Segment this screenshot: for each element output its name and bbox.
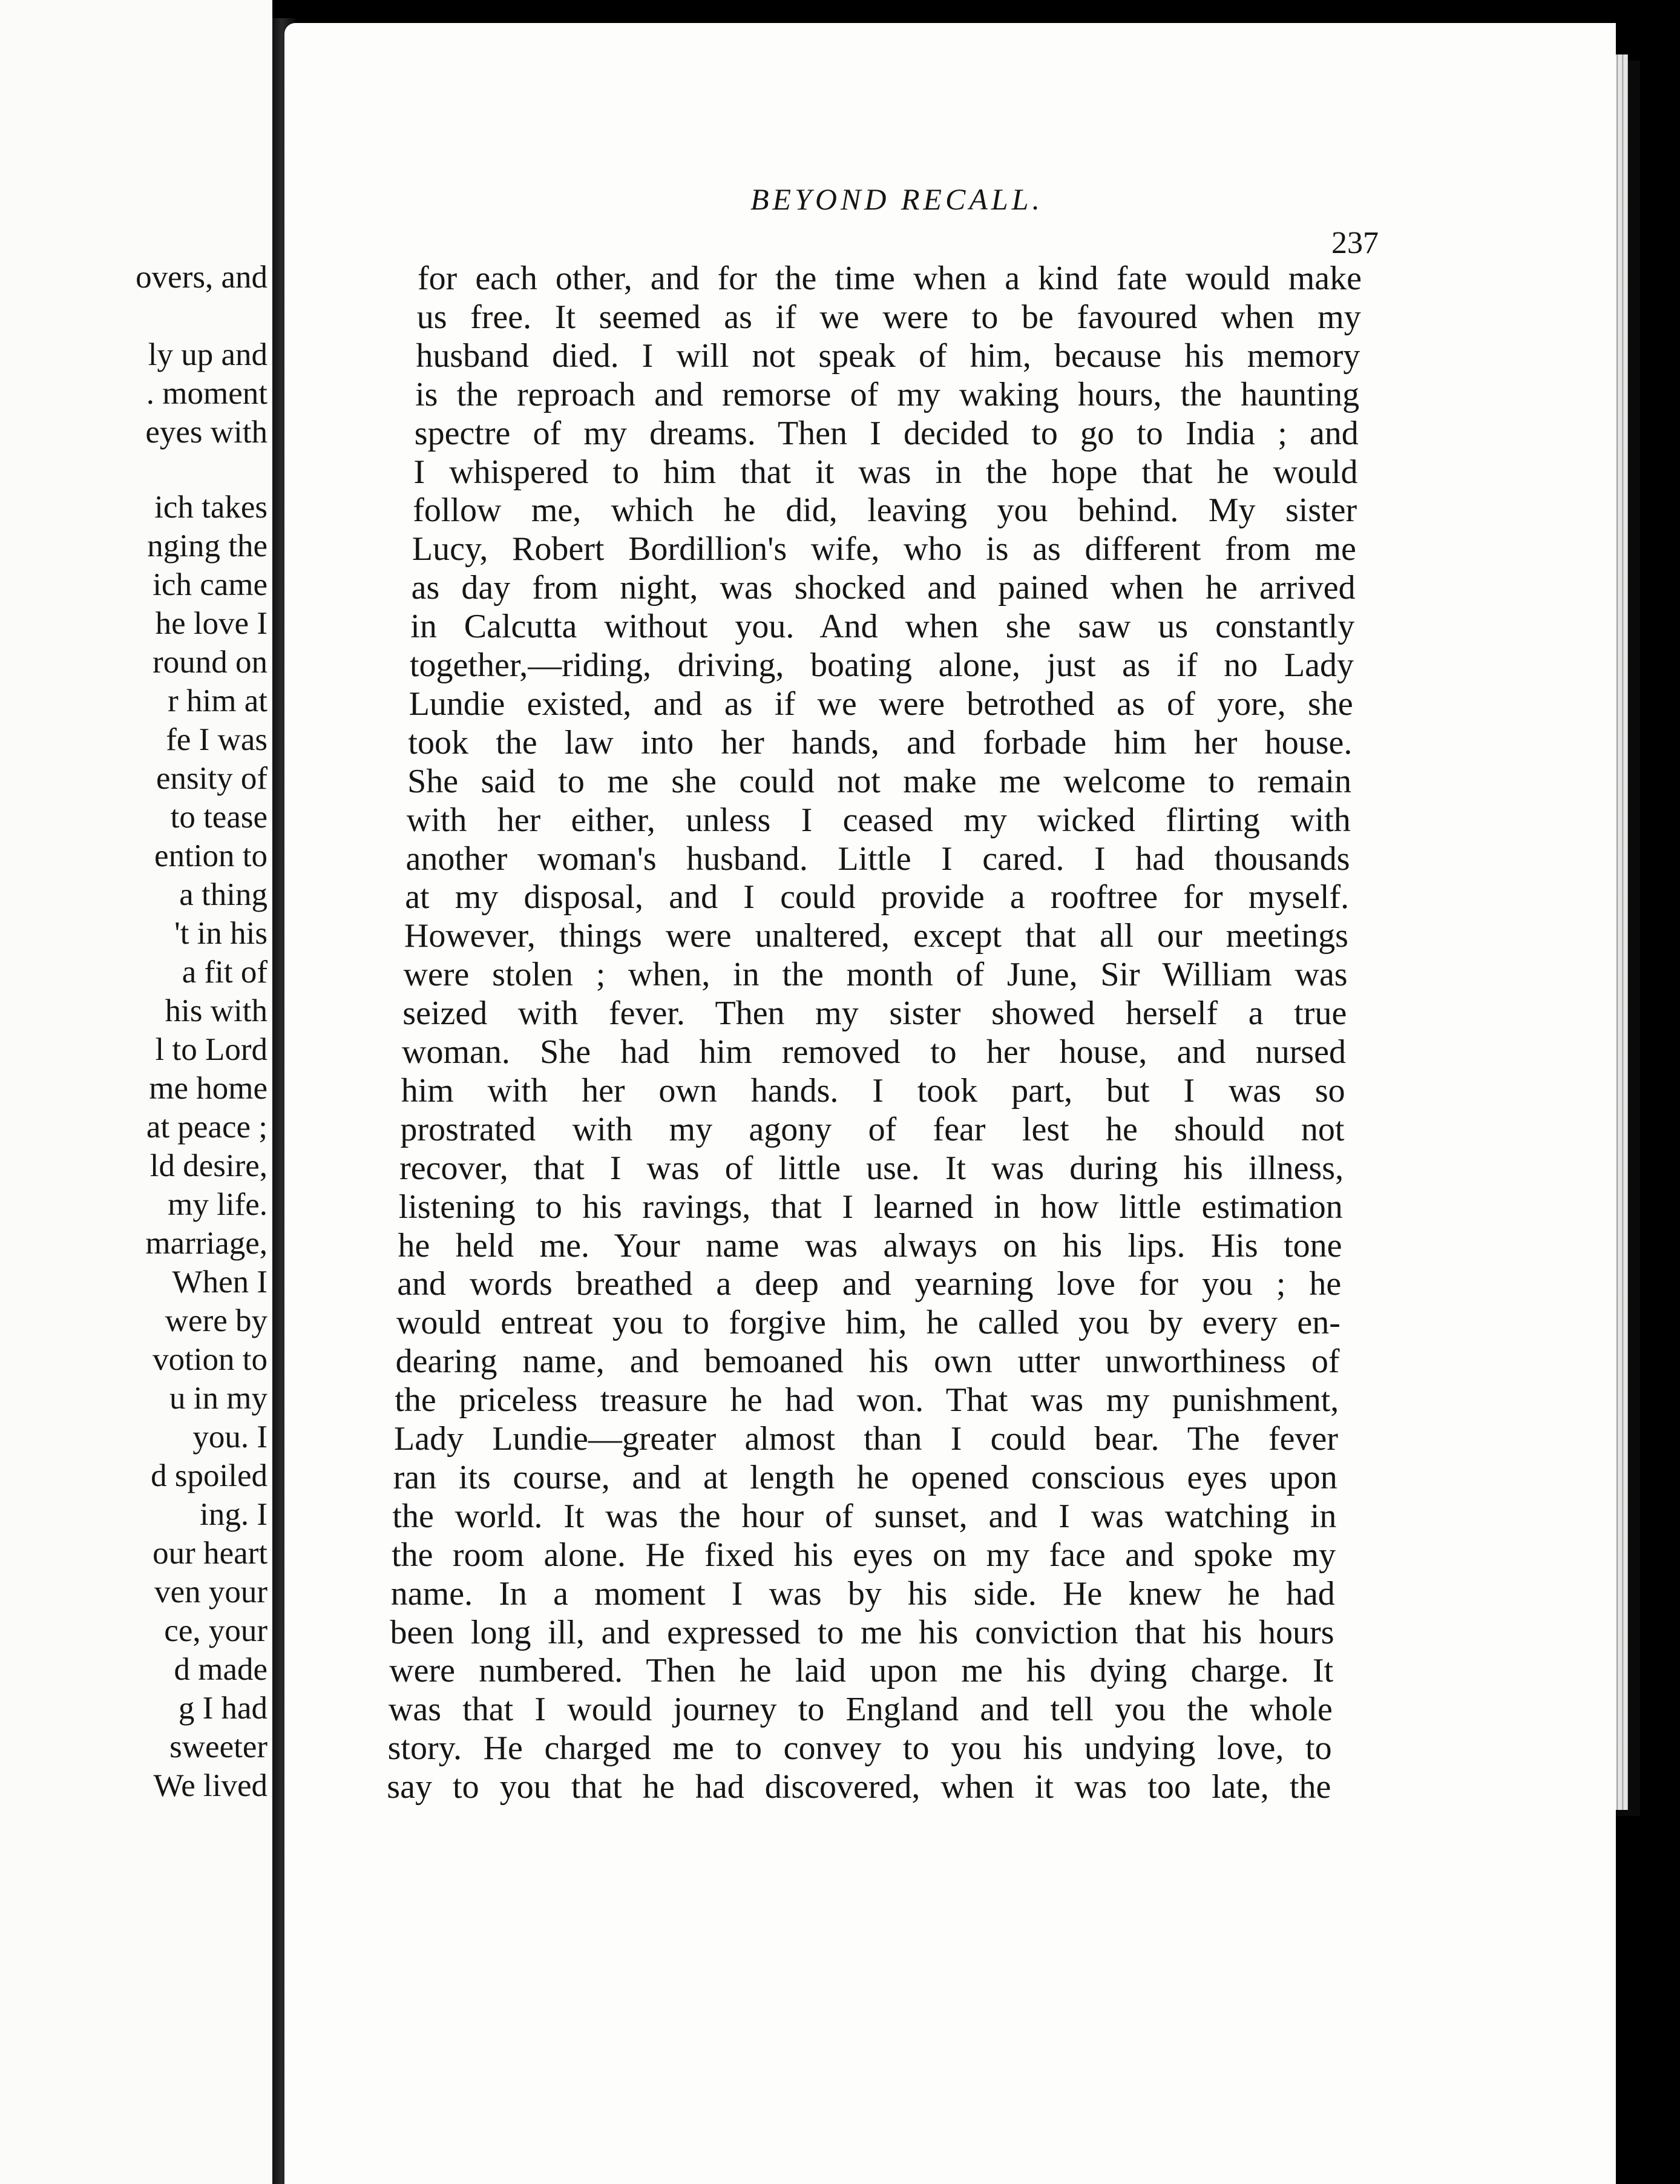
text-line: would entreat you to forgive him, he called you by every en- bbox=[396, 1304, 1340, 1342]
left-text-line: our heart bbox=[153, 1536, 267, 1571]
left-text-line: d spoiled bbox=[151, 1458, 267, 1493]
left-text-line: a fit of bbox=[182, 955, 267, 990]
text-line: dearing name, and bemoaned his own utter unworthiness of bbox=[395, 1343, 1340, 1381]
left-text-line: r him at bbox=[168, 683, 267, 719]
left-text-line: When I bbox=[172, 1265, 267, 1300]
left-text-line: eyes with bbox=[145, 415, 267, 450]
text-line: in Calcutta without you. And when she saw us constantly bbox=[410, 608, 1355, 646]
text-line: ran its course, and at length he opened conscious eyes upon bbox=[393, 1458, 1337, 1496]
text-line: the priceless treasure he had won. That was my punishment, bbox=[395, 1381, 1339, 1419]
text-line: was that I would journey to England and tell you the whole bbox=[388, 1691, 1333, 1729]
text-line: husband died. I will not speak of him, because his memory bbox=[416, 337, 1360, 375]
left-text-line: ld desire, bbox=[149, 1148, 267, 1183]
text-line: spectre of my dreams. Then I decided to go to India ; and bbox=[414, 414, 1359, 452]
text-line: However, things were unaltered, except that all our meetings bbox=[404, 917, 1348, 955]
left-text-line: ich came bbox=[153, 567, 267, 602]
left-text-line: overs, and bbox=[136, 260, 267, 295]
left-text-line: you. I bbox=[192, 1419, 267, 1455]
text-line: I whispered to him that it was in the hope that he would bbox=[413, 453, 1358, 491]
left-text-line: round on bbox=[153, 645, 267, 680]
left-text-line: me home bbox=[149, 1071, 267, 1106]
text-line: She said to me she could not make me welcome to remain bbox=[407, 762, 1352, 800]
text-line: him with her own hands. I took part, but I was so bbox=[401, 1071, 1345, 1110]
left-text-line: a thing bbox=[179, 877, 267, 912]
text-line: another woman's husband. Little I cared. I had thousands bbox=[405, 840, 1350, 878]
text-line: were stolen ; when, in the month of June, Sir William was bbox=[403, 956, 1348, 994]
text-line: name. In a moment I was by his side. He knew he had bbox=[390, 1574, 1335, 1613]
left-text-line: votion to bbox=[153, 1342, 267, 1377]
text-line: is the reproach and remorse of my waking hours, the haunting bbox=[415, 375, 1360, 413]
left-text-line: my life. bbox=[168, 1187, 267, 1222]
text-line: prostrated with my agony of fear lest he should not bbox=[400, 1110, 1345, 1148]
text-line: together,—riding, driving, boating alone, just as if no Lady bbox=[410, 646, 1354, 684]
left-text-line: nging the bbox=[147, 528, 267, 564]
left-text-line: ce, your bbox=[164, 1613, 267, 1648]
left-text-line: ven your bbox=[154, 1574, 267, 1610]
left-text-line: l to Lord bbox=[155, 1032, 267, 1067]
text-line: for each other, and for the time when a kind fate would make bbox=[418, 260, 1362, 297]
left-text-line: 't in his bbox=[174, 916, 267, 951]
text-line: with her either, unless I ceased my wicked flirting with bbox=[406, 801, 1351, 839]
left-text-line: sweeter bbox=[169, 1729, 267, 1765]
left-page bbox=[0, 0, 272, 2184]
left-text-line: u in my bbox=[169, 1381, 267, 1416]
left-text-line: g I had bbox=[178, 1691, 267, 1726]
text-line: took the law into her hands, and forbade him her house. bbox=[408, 723, 1353, 761]
text-line: seized with fever. Then my sister showed herself a true bbox=[402, 995, 1347, 1033]
page-number: 237 bbox=[1331, 226, 1379, 260]
text-line: us free. It seemed as if we were to be favoured when my bbox=[416, 298, 1361, 336]
left-text-line: his with bbox=[165, 993, 267, 1028]
left-text-line: . moment bbox=[146, 376, 267, 411]
text-line: Lucy, Robert Bordillion's wife, who is as different from me bbox=[412, 530, 1356, 568]
left-text-line: he love I bbox=[155, 606, 267, 641]
left-text-line: ich takes bbox=[154, 490, 267, 525]
text-line: the room alone. He fixed his eyes on my face and spoke my bbox=[392, 1536, 1336, 1574]
text-line: Lundie existed, and as if we were betrothed as of yore, she bbox=[409, 685, 1353, 723]
text-line: woman. She had him removed to her house, and nursed bbox=[402, 1033, 1346, 1071]
text-line: recover, that I was of little use. It was during his illness, bbox=[399, 1149, 1344, 1187]
text-line: Lady Lundie—greater almost than I could bear. The fever bbox=[394, 1420, 1338, 1458]
left-text-line: were by bbox=[165, 1303, 267, 1338]
left-text-line: to tease bbox=[170, 800, 267, 835]
text-line: as day from night, was shocked and pained when he arrived bbox=[411, 569, 1356, 607]
left-text-line: at peace ; bbox=[146, 1110, 267, 1145]
left-text-line: ly up and bbox=[148, 337, 267, 372]
text-line: follow me, which he did, leaving you behind. My sister bbox=[413, 492, 1357, 530]
text-line: and words breathed a deep and yearning love for you ; he bbox=[397, 1265, 1342, 1303]
text-line: he held me. Your name was always on his lips. His tone bbox=[398, 1226, 1342, 1265]
text-line: at my disposal, and I could provide a rooftree for myself. bbox=[405, 878, 1350, 916]
running-head: BEYOND RECALL. bbox=[750, 182, 1044, 216]
text-line: been long ill, and expressed to me his conviction that his hours bbox=[390, 1613, 1334, 1651]
left-text-line: ention to bbox=[154, 838, 267, 873]
left-text-line: d made bbox=[174, 1652, 267, 1687]
left-text-line: fe I was bbox=[166, 722, 267, 757]
text-line: story. He charged me to convey to you his undying love, to bbox=[387, 1729, 1332, 1768]
text-line: say to you that he had discovered, when it was too late, the bbox=[387, 1768, 1331, 1806]
text-line: the world. It was the hour of sunset, and I was watching in bbox=[392, 1497, 1337, 1535]
left-text-line: marriage, bbox=[145, 1226, 267, 1261]
left-text-line: We lived bbox=[153, 1768, 267, 1803]
text-line: listening to his ravings, that I learned in how little estimation bbox=[398, 1188, 1343, 1226]
left-text-line: ensity of bbox=[156, 761, 267, 796]
text-line: were numbered. Then he laid upon me his dying charge. It bbox=[389, 1652, 1334, 1690]
left-text-line: ing. I bbox=[200, 1497, 267, 1532]
